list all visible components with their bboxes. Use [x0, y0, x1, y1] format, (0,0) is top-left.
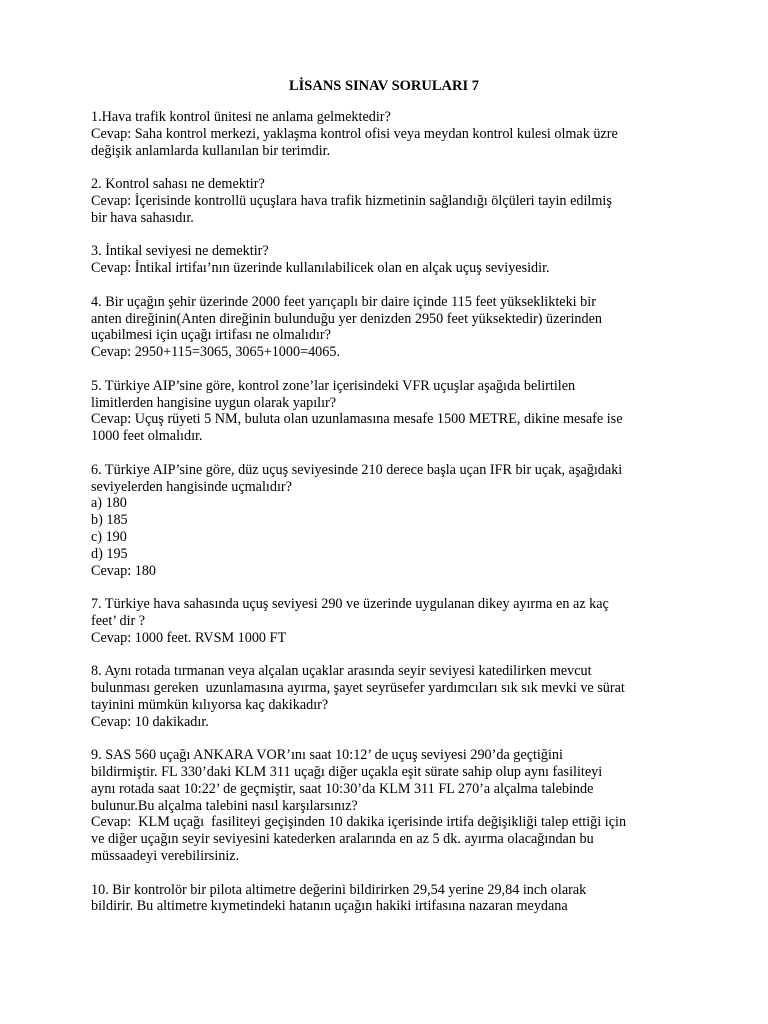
question-block-1: [91, 109, 711, 159]
document-title: LİSANS SINAV SORULARI 7: [288, 78, 480, 94]
text-line: Cevap: 2950+115=3065, 3065+1000=4065.: [91, 344, 341, 361]
text-line: 10. Bir kontrolör bir pilota altimetre değerini bildirirken 29,54 yerine 29,84 inch olarak: [91, 881, 587, 898]
text-line: Cevap: Uçuş rüyeti 5 NM, buluta olan uzunlamasına mesafe 1500 METRE, dikine mesafe ise: [91, 411, 623, 428]
text-line: Cevap: İntikal irtifaı’nın üzerinde kullanılabilicek olan en alçak uçuş seviyesidir.: [91, 260, 550, 277]
question-block-3: [91, 243, 711, 277]
text-line: d) 195: [91, 545, 128, 562]
question-list: [91, 109, 711, 932]
text-line: Cevap: 1000 feet. RVSM 1000 FT: [91, 629, 287, 646]
text-line: Cevap: Saha kontrol merkezi, yaklaşma kontrol ofisi veya meydan kontrol kulesi olmak üzre: [91, 125, 618, 142]
text-line: ve diğer uçağın seyir seviyesini katederken aralarında en az 5 dk. ayırma olacağından bu: [91, 831, 594, 848]
text-line: 9. SAS 560 uçağı ANKARA VOR’ını saat 10:12’ de uçuş seviyesi 290’da geçtiğini: [91, 747, 563, 764]
text-line: 1.Hava trafik kontrol ünitesi ne anlama gelmektedir?: [91, 109, 391, 125]
text-line: Cevap: 10 dakikadır.: [91, 713, 209, 730]
question-block-7: [91, 596, 711, 646]
text-line: müssaadeyi verebilirsiniz.: [91, 848, 240, 865]
question-block-6: [91, 462, 711, 580]
text-line: anten direğinin(Anten direğinin bulunduğu yer denizden 2950 feet yüksektedir) üzerinden: [91, 310, 602, 327]
text-line: değişik anlamlarda kullanılan bir terimdir.: [91, 142, 331, 159]
text-line: limitlerden hangisine uygun olarak yapılır?: [91, 394, 337, 411]
text-line: 4. Bir uçağın şehir üzerinde 2000 feet yarıçaplı bir daire içinde 115 feet yükseklikteki bir: [91, 293, 596, 310]
question-block-8: [91, 663, 711, 730]
question-block-4: [91, 294, 711, 361]
text-line: b) 185: [91, 512, 128, 529]
text-line: bildirmiştir. FL 330’daki KLM 311 uçağı diğer uçakla eşit sürate sahip olup aynı fasiliteyi: [91, 764, 603, 781]
text-line: seviyelerden hangisinde uçmalıdır?: [91, 478, 292, 495]
text-line: aynı rotada saat 10:22’ de geçmiştir, saat 10:30’da KLM 311 FL 270’a alçalma talebinde: [91, 780, 594, 797]
text-line: uçabilmesi için uçağı irtifası ne olmalıdır?: [91, 327, 331, 344]
text-line: 7. Türkiye hava sahasında uçuş seviyesi 290 ve üzerinde uygulanan dikey ayırma en az kaç: [91, 596, 609, 613]
text-line: a) 180: [91, 495, 127, 512]
text-line: Cevap: KLM uçağı fasiliteyi geçişinden 10 dakika içerisinde irtifa değişikliği talep ettiği için: [91, 814, 627, 831]
text-line: Cevap: 180: [91, 562, 157, 579]
text-line: Cevap: İçerisinde kontrollü uçuşlara hava trafik hizmetinin sağlandığı ölçüleri tayin edilmiş: [91, 192, 612, 209]
text-line: 8. Aynı rotada tırmanan veya alçalan uçaklar arasında seyir seviyesi katedilirken mevcut: [91, 663, 592, 680]
question-block-2: [91, 176, 711, 226]
text-line: 1000 feet olmalıdır.: [91, 428, 203, 445]
text-line: c) 190: [91, 528, 127, 545]
question-block-5: [91, 378, 711, 445]
text-line: bildirir. Bu altimetre kıymetindeki hatanın uçağın hakiki irtifasına nazaran meydana: [91, 898, 568, 915]
text-line: 2. Kontrol sahası ne demektir?: [91, 176, 265, 193]
text-line: feet’ dir ?: [91, 612, 146, 629]
text-line: 3. İntikal seviyesi ne demektir?: [91, 243, 269, 260]
text-line: bir hava sahasıdır.: [91, 209, 194, 226]
text-line: bulunur.Bu alçalma talebini nasıl karşılarsınız?: [91, 797, 358, 814]
text-line: 6. Türkiye AIP’sine göre, düz uçuş seviyesinde 210 derece başla uçan IFR bir uçak, aşağıdaki: [91, 461, 623, 478]
text-line: bulunması gereken uzunlamasına ayırma, şayet seyrüsefer yardımcıları sık sık mevki ve sürat: [91, 680, 625, 697]
question-block-9: [91, 747, 711, 865]
text-line: tayinini mümkün kılıyorsa kaç dakikadır?: [91, 696, 329, 713]
question-block-10: [91, 882, 711, 916]
text-line: 5. Türkiye AIP’sine göre, kontrol zone’lar içerisindeki VFR uçuşlar aşağıda belirtilen: [91, 377, 576, 394]
